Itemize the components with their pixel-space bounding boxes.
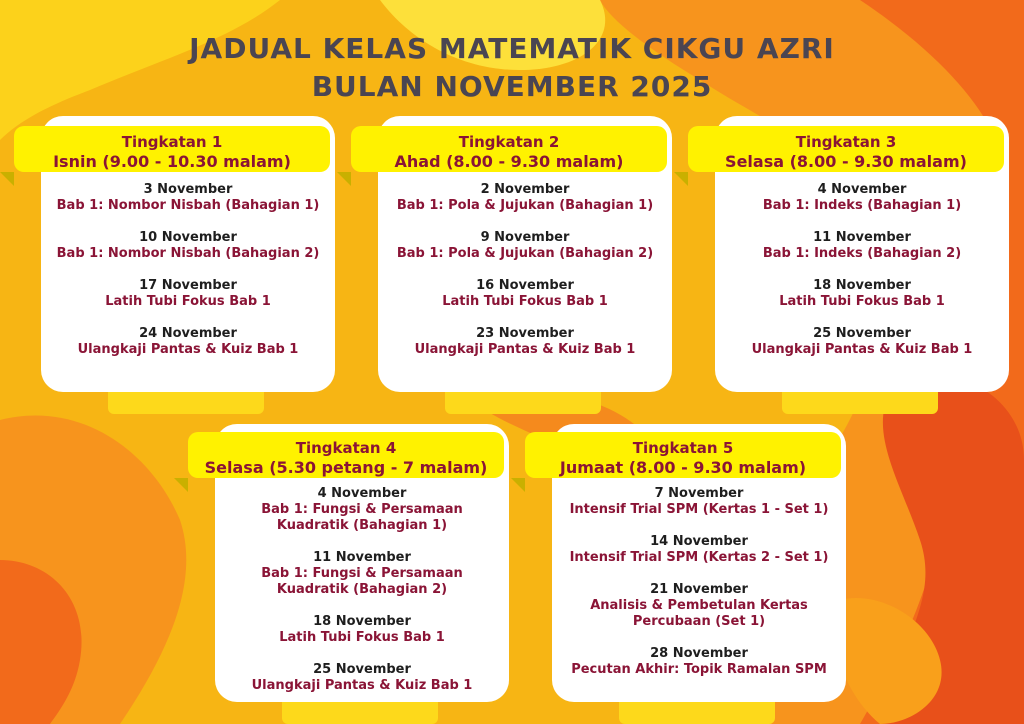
entry-topic: Pecutan Akhir: Topik Ramalan SPM: [571, 662, 827, 677]
header-notch: [337, 172, 351, 186]
list-item: [715, 278, 1009, 310]
entry-date: 11 November: [813, 230, 911, 245]
entry-date: 18 November: [313, 614, 411, 629]
entry-topic: Bab 1: Indeks (Bahagian 2): [762, 246, 962, 261]
card-header: [688, 126, 1004, 172]
list-item: [378, 182, 672, 214]
form-label: Tingkatan 2: [458, 133, 560, 151]
entry-topic: Latih Tubi Fokus Bab 1: [279, 630, 445, 645]
entry-list: [378, 182, 672, 374]
entry-date: 25 November: [313, 662, 411, 677]
list-item: [715, 230, 1009, 262]
entry-topic: Bab 1: Pola & Jujukan (Bahagian 1): [396, 198, 654, 213]
list-item: [41, 230, 335, 262]
schedule-label: Isnin (9.00 - 10.30 malam): [53, 152, 291, 171]
entry-list: [41, 182, 335, 374]
entry-topic: Intensif Trial SPM (Kertas 1 - Set 1): [569, 502, 829, 517]
entry-topic: Ulangkaji Pantas & Kuiz Bab 1: [414, 342, 636, 357]
list-item: [562, 646, 836, 678]
entry-topic: Latih Tubi Fokus Bab 1: [442, 294, 608, 309]
page-subtitle: BULAN NOVEMBER 2025: [311, 70, 713, 103]
list-item: [562, 534, 836, 566]
entry-list: [715, 182, 1009, 374]
list-item: [715, 182, 1009, 214]
entry-date: 25 November: [813, 326, 911, 341]
entry-date: 4 November: [817, 182, 907, 197]
form-label: Tingkatan 3: [795, 133, 897, 151]
list-item: [225, 550, 499, 598]
header-notch: [511, 478, 525, 492]
schedule-label: Ahad (8.00 - 9.30 malam): [394, 152, 624, 171]
page-title: JADUAL KELAS MATEMATIK CIKGU AZRI: [189, 32, 835, 65]
entry-date: 18 November: [813, 278, 911, 293]
form-label: Tingkatan 5: [632, 439, 734, 457]
entry-date: 7 November: [654, 486, 744, 501]
list-item: [41, 182, 335, 214]
card-header: [188, 432, 504, 478]
list-item: [562, 486, 836, 518]
list-item: [378, 230, 672, 262]
entry-topic: Ulangkaji Pantas & Kuiz Bab 1: [77, 342, 299, 357]
list-item: [225, 662, 499, 694]
entry-date: 11 November: [313, 550, 411, 565]
entry-topic: Bab 1: Fungsi & Persamaan Kuadratik (Bahagian 2): [261, 566, 463, 597]
header-notch: [674, 172, 688, 186]
schedule-label: Jumaat (8.00 - 9.30 malam): [559, 458, 807, 477]
entry-list: [225, 486, 499, 710]
entry-date: 10 November: [139, 230, 237, 245]
schedule-label: Selasa (5.30 petang - 7 malam): [204, 458, 488, 477]
entry-topic: Intensif Trial SPM (Kertas 2 - Set 1): [569, 550, 829, 565]
entry-date: 9 November: [480, 230, 570, 245]
list-item: [225, 486, 499, 534]
entry-date: 23 November: [476, 326, 574, 341]
entry-date: 24 November: [139, 326, 237, 341]
list-item: [715, 326, 1009, 358]
list-item: [378, 326, 672, 358]
entry-topic: Ulangkaji Pantas & Kuiz Bab 1: [751, 342, 973, 357]
schedule-label: Selasa (8.00 - 9.30 malam): [725, 152, 967, 171]
card-header: [14, 126, 330, 172]
entry-topic: Bab 1: Nombor Nisbah (Bahagian 1): [56, 198, 320, 213]
entry-date: 4 November: [317, 486, 407, 501]
entry-list: [562, 486, 836, 694]
entry-date: 21 November: [650, 582, 748, 597]
header-notch: [0, 172, 14, 186]
card-header: [525, 432, 841, 478]
entry-topic: Bab 1: Pola & Jujukan (Bahagian 2): [396, 246, 654, 261]
entry-date: 16 November: [476, 278, 574, 293]
entry-date: 14 November: [650, 534, 748, 549]
header-notch: [174, 478, 188, 492]
entry-topic: Ulangkaji Pantas & Kuiz Bab 1: [251, 678, 473, 693]
entry-topic: Latih Tubi Fokus Bab 1: [105, 294, 271, 309]
entry-date: 28 November: [650, 646, 748, 661]
entry-topic: Bab 1: Nombor Nisbah (Bahagian 2): [56, 246, 320, 261]
entry-topic: Bab 1: Indeks (Bahagian 1): [762, 198, 962, 213]
form-label: Tingkatan 4: [295, 439, 397, 457]
entry-date: 3 November: [143, 182, 233, 197]
list-item: [378, 278, 672, 310]
list-item: [225, 614, 499, 646]
list-item: [41, 326, 335, 358]
entry-topic: Analisis & Pembetulan Kertas Percubaan (Set 1): [590, 598, 808, 629]
entry-date: 2 November: [480, 182, 570, 197]
list-item: [41, 278, 335, 310]
list-item: [562, 582, 836, 630]
entry-topic: Bab 1: Fungsi & Persamaan Kuadratik (Bahagian 1): [261, 502, 463, 533]
card-header: [351, 126, 667, 172]
entry-topic: Latih Tubi Fokus Bab 1: [779, 294, 945, 309]
entry-date: 17 November: [139, 278, 237, 293]
form-label: Tingkatan 1: [121, 133, 223, 151]
